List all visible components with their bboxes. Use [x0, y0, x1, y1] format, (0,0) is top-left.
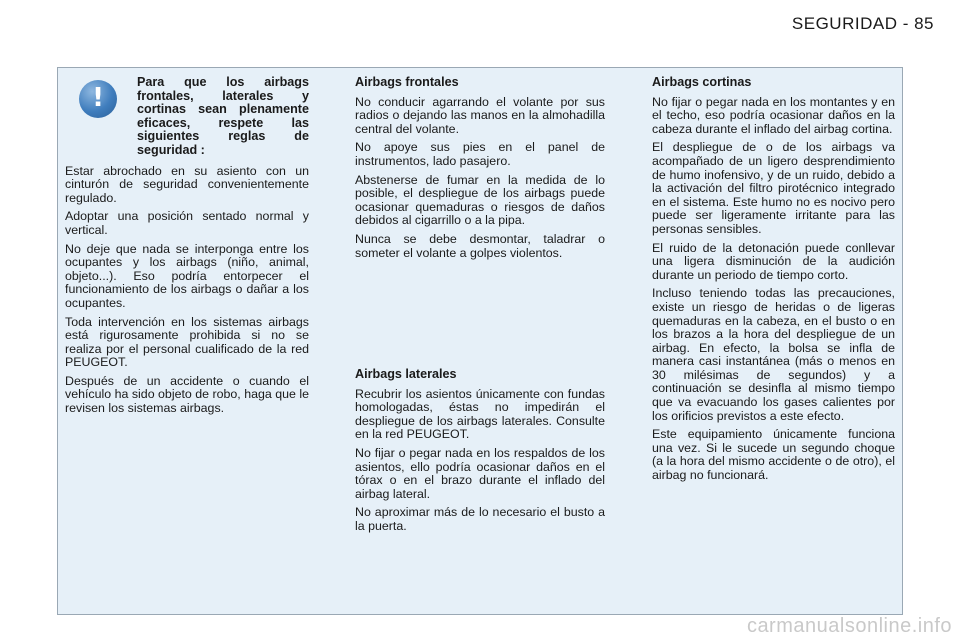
paragraph: No fijar o pegar nada en los respaldos de los asientos, ello podría ocasionar daños en el tórax o en el brazo durante el inflado del airbag lateral. [355, 445, 605, 501]
paragraph: Después de un accidente o cuando el vehículo ha sido objeto de robo, haga que le revisen los sistemas airbags. [65, 373, 309, 416]
paragraph: Recubrir los asientos únicamente con fundas homologadas, éstas no impedirán el despliegue de los airbags laterales. Consulte en la red PEUGEOT. [355, 386, 605, 442]
paragraph: No apoye sus pies en el panel de instrumentos, lado pasajero. [355, 140, 605, 168]
paragraph: El ruido de la detonación puede conllevar una ligera disminución de la audición durante un periodo de tiempo corto. [652, 240, 895, 282]
paragraph: Incluso teniendo todas las precauciones, existe un riesgo de heridas o de ligeras quemaduras en la cabeza, en el busto o en los brazos a la hora del despliegue de un airbag. En efecto, la bolsa se infla de manera casi instantánea (más o menos en 30 milésimas de segundos) y a continuación se desinfla al mismo tiempo que va evacuando los gases calientes por los orificios previstos a este efecto. [652, 286, 895, 423]
column-frontal-lateral [355, 75, 605, 533]
column-general-rules [65, 76, 309, 421]
exclamation-icon: ! [79, 80, 117, 118]
paragraph: Este equipamiento únicamente funciona una vez. Si le sucede un segundo choque (a la hora del mismo accidente o de otro), el airbag no funcionará. [652, 427, 895, 483]
watermark: carmanualsonline.info [746, 615, 952, 637]
paragraph: El despliegue de o de los airbags va acompañado de un ligero desprendimiento de humo inofensivo, y de un ruido, debido a la activación del filtro pirotécnico integrado en el sistema. Este humo no es nocivo pero puede ser ligeramente irritante para las personas sensibles. [652, 140, 895, 236]
paragraph: Nunca se debe desmontar, taladrar o someter el volante a golpes violentos. [355, 231, 605, 260]
warning-block [65, 76, 309, 158]
warning-title: Para que los airbags frontales, laterales y cortinas sean plenamente eficaces, respete las siguientes reglas de seguridad : [137, 75, 309, 157]
paragraph: No deje que nada se interponga entre los ocupantes y los airbags (niño, animal, objeto...). Eso podría entorpecer el funcionamiento de los airbags o dañar a los ocupantes. [65, 241, 309, 310]
paragraph: Adoptar una posición sentado normal y vertical. [65, 209, 309, 237]
laterales-section [355, 368, 605, 539]
paragraph: Toda intervención en los sistemas airbags está rigurosamente prohibida si no se realiza por el personal cualificado de la red PEUGEOT. [65, 314, 309, 370]
page-title: SEGURIDAD - 85 [791, 14, 934, 33]
paragraph: No fijar o pegar nada en los montantes y en el techo, eso podría ocasionar daños en la cabeza durante el inflado del airbag cortina. [652, 94, 895, 136]
paragraph: Abstenerse de fumar en la medida de lo posible, el despliegue de los airbags puede ocasionar quemaduras o riesgos de daños debidos al cigarrillo o a la pipa. [355, 172, 605, 228]
paragraph: No conducir agarrando el volante por sus radios o dejando las manos en la almohadilla central del volante. [355, 94, 605, 136]
paragraph: No aproximar más de lo necesario el busto a la puerta. [355, 505, 605, 533]
section-heading-cortinas: Airbags cortinas [652, 75, 752, 89]
section-heading-laterales: Airbags laterales [355, 367, 457, 381]
content-panel [57, 67, 903, 615]
paragraph: Estar abrochado en su asiento con un cinturón de seguridad convenientemente regulado. [65, 163, 309, 205]
section-heading-frontales: Airbags frontales [355, 75, 459, 89]
column-cortinas [652, 76, 895, 488]
